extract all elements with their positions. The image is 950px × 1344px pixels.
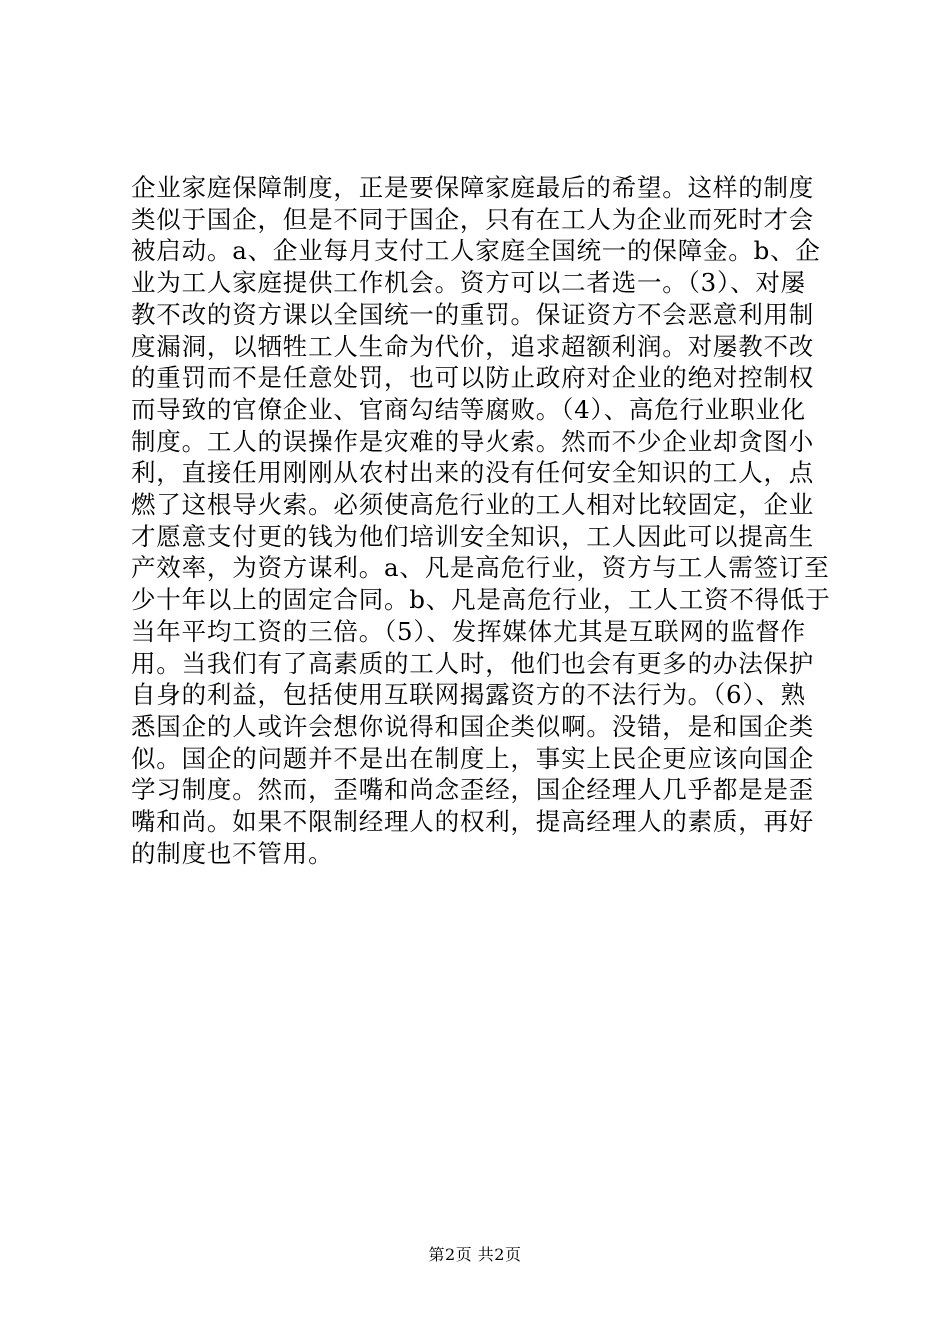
text-line: 自身的利益，包括使用互联网揭露资方的不法行为。（6）、熟	[131, 680, 806, 710]
text-line: 业为工人家庭提供工作机会。资方可以二者选一。（3）、对屡	[131, 268, 806, 298]
text-line: 当年平均工资的三倍。（5）、发挥媒体尤其是互联网的监督作	[131, 616, 806, 646]
text-line: 被启动。a、企业每月支付工人家庭全国统一的保障金。b、企	[131, 236, 821, 266]
text-line: 而导致的官僚企业、官商勾结等腐败。（4）、高危行业职业化	[131, 394, 806, 424]
text-line: 产效率，为资方谋利。a、凡是高危行业，资方与工人需签订至	[131, 553, 830, 583]
text-line: 悉国企的人或许会想你说得和国企类似啊。没错，是和国企类	[131, 711, 815, 741]
text-line: 类似于国企，但是不同于国企，只有在工人为企业而死时才会	[131, 204, 815, 234]
text-line: 制度。工人的误操作是灾难的导火索。然而不少企业却贪图小	[131, 426, 815, 456]
text-line: 度漏洞，以牺牲工人生命为代价，追求超额利润。对屡教不改	[131, 331, 815, 361]
text-line: 利，直接任用刚刚从农村出来的没有任何安全知识的工人，点	[131, 458, 815, 488]
page-number-footer: 第2页 共2页	[428, 1245, 522, 1264]
text-line: 似。国企的问题并不是出在制度上，事实上民企更应该向国企	[131, 743, 815, 773]
text-line: 燃了这根导火索。必须使高危行业的工人相对比较固定，企业	[131, 490, 815, 520]
body-paragraph	[131, 172, 831, 869]
text-line: 少十年以上的固定合同。b、凡是高危行业，工人工资不得低于	[131, 585, 831, 615]
text-line: 企业家庭保障制度，正是要保障家庭最后的希望。这样的制度	[131, 173, 815, 202]
text-line: 教不改的资方课以全国统一的重罚。保证资方不会恶意利用制	[131, 299, 815, 329]
text-line: 的制度也不管用。	[131, 838, 334, 868]
text-line: 才愿意支付更的钱为他们培训安全知识，工人因此可以提高生	[131, 521, 815, 551]
text-line: 学习制度。然而，歪嘴和尚念歪经，国企经理人几乎都是是歪	[131, 775, 815, 805]
text-line: 的重罚而不是任意处罚，也可以防止政府对企业的绝对控制权	[131, 363, 815, 393]
text-line: 嘴和尚。如果不限制经理人的权利，提高经理人的素质，再好	[131, 807, 815, 837]
text-line: 用。当我们有了高素质的工人时，他们也会有更多的办法保护	[131, 648, 815, 678]
